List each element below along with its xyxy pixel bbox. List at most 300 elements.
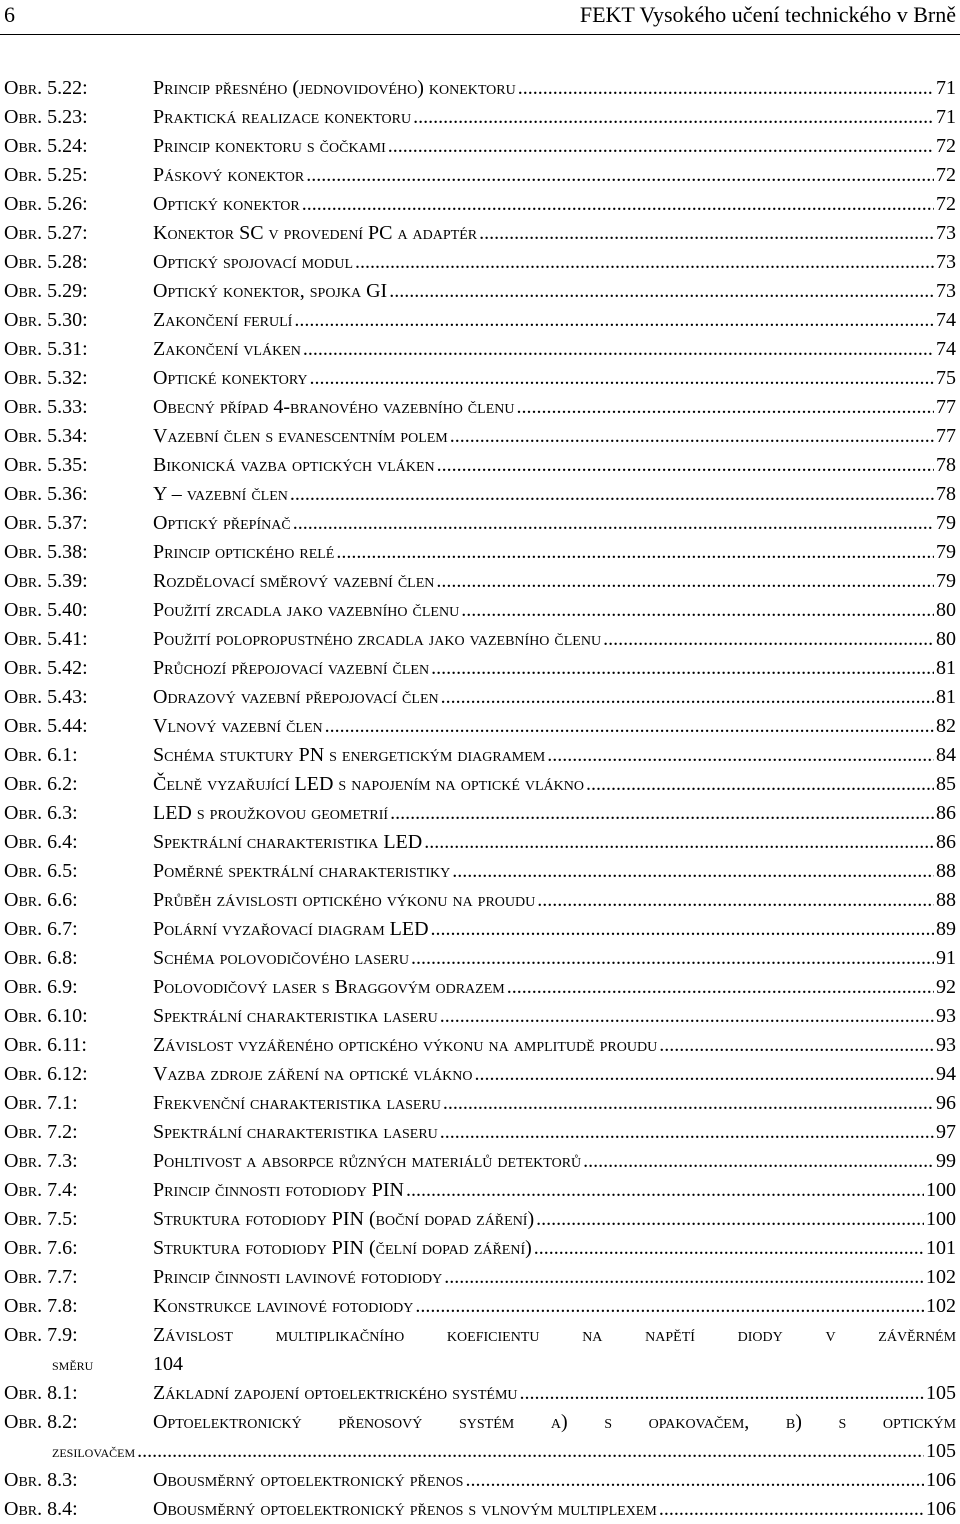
toc-entry[interactable]	[0, 248, 960, 277]
figure-caption[interactable]: Spektrální charakteristika LED	[153, 831, 423, 853]
toc-entry-line[interactable]	[153, 422, 956, 451]
caption-word: přenosový	[338, 1411, 423, 1433]
page-ref[interactable]: 71	[936, 77, 956, 99]
toc-entry-line[interactable]	[153, 799, 956, 828]
toc-entry[interactable]	[0, 1147, 960, 1176]
toc-entry[interactable]	[0, 770, 960, 799]
toc-entry[interactable]	[0, 277, 960, 306]
dot-leader	[293, 509, 934, 538]
toc-entry-line[interactable]	[153, 654, 956, 683]
figure-label: Obr. 8.1:	[4, 1382, 78, 1404]
toc-entry[interactable]	[0, 1408, 960, 1437]
figure-caption[interactable]: Optický přepínač	[153, 512, 291, 534]
figure-label: Obr. 5.23:	[4, 106, 88, 128]
figure-caption[interactable]	[153, 1408, 956, 1437]
dot-leader	[507, 973, 934, 1002]
toc-entry-line[interactable]	[153, 741, 956, 770]
toc-entry-line[interactable]	[153, 973, 956, 1002]
toc-entry[interactable]	[0, 1263, 960, 1292]
toc-entry[interactable]	[0, 219, 960, 248]
dot-leader	[424, 828, 934, 857]
page-ref[interactable]: 74	[936, 338, 956, 360]
dot-leader	[440, 1118, 934, 1147]
header-title: FEKT Vysokého učení technického v Brně	[579, 2, 956, 27]
dot-leader	[390, 799, 934, 828]
figure-caption[interactable]: Princip činnosti fotodiody PIN	[153, 1179, 404, 1201]
dot-leader	[516, 393, 934, 422]
toc-entry[interactable]	[0, 1089, 960, 1118]
page-ref[interactable]: 104	[153, 1353, 183, 1375]
figure-label: Obr. 8.4:	[4, 1498, 78, 1520]
toc-entry-line[interactable]	[52, 1437, 956, 1466]
dot-leader	[444, 1263, 924, 1292]
figure-label: Obr. 7.4:	[4, 1179, 78, 1201]
figure-caption[interactable]: Y – vazební člen	[153, 483, 288, 505]
toc-entry-line[interactable]	[153, 1002, 956, 1031]
toc-entry-line[interactable]	[153, 596, 956, 625]
toc-entry[interactable]	[0, 161, 960, 190]
figure-caption[interactable]: Vazba zdroje záření na optické vlákno	[153, 1063, 473, 1085]
page-ref[interactable]: 71	[936, 106, 956, 128]
list-of-figures	[0, 74, 960, 1524]
toc-entry[interactable]	[0, 393, 960, 422]
dot-leader	[436, 567, 934, 596]
figure-caption[interactable]: Obecný případ 4-branového vazebního členu	[153, 396, 515, 418]
figure-caption[interactable]: Frekvenční charakteristika laseru	[153, 1092, 441, 1114]
dot-leader	[336, 538, 934, 567]
dot-leader	[431, 915, 934, 944]
figure-label: Obr. 6.8:	[4, 947, 78, 969]
dot-leader	[518, 74, 934, 103]
figure-label: Obr. 6.1:	[4, 744, 78, 766]
page-ref[interactable]: 106	[926, 1469, 956, 1491]
toc-entry-line[interactable]	[153, 509, 956, 538]
toc-entry-line[interactable]	[153, 828, 956, 857]
page-ref[interactable]: 88	[936, 860, 956, 882]
figure-label: Obr. 5.42:	[4, 657, 88, 679]
figure-caption[interactable]: Vazební člen s evanescentním polem	[153, 425, 448, 447]
toc-entry-line[interactable]	[153, 335, 956, 364]
toc-entry[interactable]	[0, 422, 960, 451]
toc-entry-line[interactable]	[153, 538, 956, 567]
toc-entry-line[interactable]	[153, 1292, 956, 1321]
figure-label: Obr. 5.24:	[4, 135, 88, 157]
toc-entry[interactable]	[0, 828, 960, 857]
figure-label: Obr. 8.2:	[4, 1411, 78, 1433]
page-ref[interactable]: 89	[936, 918, 956, 940]
figure-label: Obr. 6.11:	[4, 1034, 87, 1056]
caption-word: s opakovačem,	[604, 1411, 750, 1433]
figure-caption[interactable]: Konektor SC v provedení PC a adaptér	[153, 222, 478, 244]
toc-entry[interactable]	[0, 1031, 960, 1060]
figure-label: Obr. 6.2:	[4, 773, 78, 795]
figure-label: Obr. 6.7:	[4, 918, 78, 940]
figure-label: Obr. 7.9:	[4, 1324, 78, 1346]
figure-label: Obr. 5.30:	[4, 309, 88, 331]
page-ref[interactable]: 72	[936, 193, 956, 215]
dot-leader	[388, 132, 934, 161]
figure-label: Obr. 7.2:	[4, 1121, 78, 1143]
dot-leader	[406, 1176, 924, 1205]
caption-word: multiplikačního	[275, 1324, 405, 1346]
page-ref[interactable]: 93	[936, 1005, 956, 1027]
toc-entry-line[interactable]	[153, 480, 956, 509]
toc-entry-continuation[interactable]	[0, 1350, 960, 1379]
toc-entry[interactable]	[0, 625, 960, 654]
figure-label: Obr. 5.40:	[4, 599, 88, 621]
toc-entry-line[interactable]	[153, 161, 956, 190]
toc-entry-line[interactable]	[153, 1118, 956, 1147]
figure-label: Obr. 6.5:	[4, 860, 78, 882]
toc-entry-line[interactable]	[153, 1205, 956, 1234]
dot-leader	[294, 306, 934, 335]
page-ref[interactable]: 80	[936, 628, 956, 650]
toc-entry-line[interactable]	[153, 1031, 956, 1060]
figure-label: Obr. 5.22:	[4, 77, 88, 99]
toc-entry-line[interactable]	[153, 1060, 956, 1089]
dot-leader	[303, 335, 934, 364]
toc-entry[interactable]	[0, 190, 960, 219]
dot-leader	[659, 1495, 924, 1524]
page-header	[0, 0, 960, 34]
toc-entry-line[interactable]	[153, 103, 956, 132]
toc-entry[interactable]	[0, 857, 960, 886]
figure-caption[interactable]: Schéma stuktury PN s energetickým diagramem	[153, 744, 546, 766]
figure-label: Obr. 5.36:	[4, 483, 88, 505]
page-ref[interactable]: 85	[936, 773, 956, 795]
caption-word: systém	[458, 1411, 515, 1433]
dot-leader	[534, 1234, 924, 1263]
dot-leader	[443, 1089, 934, 1118]
figure-caption[interactable]: Struktura fotodiody PIN (čelní dopad záření)	[153, 1237, 532, 1259]
toc-entry-line[interactable]	[153, 132, 956, 161]
figure-label: Obr. 5.28:	[4, 251, 88, 273]
toc-entry[interactable]	[0, 741, 960, 770]
figure-caption[interactable]: Optický spojovací modul	[153, 251, 353, 273]
dot-leader	[310, 364, 934, 393]
figure-caption[interactable]: Průchozí přepojovací vazební člen	[153, 657, 430, 679]
toc-entry[interactable]	[0, 132, 960, 161]
figure-label: Obr. 5.34:	[4, 425, 88, 447]
figure-label: Obr. 5.41:	[4, 628, 88, 650]
toc-entry[interactable]	[0, 712, 960, 741]
figure-caption[interactable]: Bikonická vazba optických vláken	[153, 454, 435, 476]
caption-word: na	[582, 1324, 603, 1346]
dot-leader	[431, 654, 934, 683]
page-ref[interactable]: 82	[936, 715, 956, 737]
toc-entry-line[interactable]	[153, 915, 956, 944]
figure-caption[interactable]	[153, 1321, 956, 1350]
figure-label: Obr. 5.26:	[4, 193, 88, 215]
toc-entry[interactable]	[0, 886, 960, 915]
toc-entry[interactable]	[0, 915, 960, 944]
dot-leader	[465, 1466, 924, 1495]
dot-leader	[437, 451, 934, 480]
toc-entry[interactable]	[0, 74, 960, 103]
toc-entry-line[interactable]	[153, 1379, 956, 1408]
page-ref[interactable]: 81	[936, 657, 956, 679]
page-ref[interactable]: 101	[926, 1237, 956, 1259]
caption-word: Optoelektronický	[153, 1411, 302, 1433]
toc-entry[interactable]	[0, 1466, 960, 1495]
dot-leader	[290, 480, 934, 509]
figure-caption[interactable]: Polární vyzařovací diagram LED	[153, 918, 429, 940]
figure-caption[interactable]: Optický konektor, spojka GI	[153, 280, 388, 302]
figure-caption[interactable]: Schéma polovodičového laseru	[153, 947, 410, 969]
page-ref[interactable]: 105	[926, 1382, 956, 1404]
page-ref[interactable]: 92	[936, 976, 956, 998]
figure-label: Obr. 7.7:	[4, 1266, 78, 1288]
figure-label: Obr. 5.27:	[4, 222, 88, 244]
page-ref[interactable]: 97	[936, 1121, 956, 1143]
header-rule	[0, 34, 960, 35]
figure-label: Obr. 7.3:	[4, 1150, 78, 1172]
dot-leader	[450, 422, 934, 451]
figure-caption[interactable]: Pohltivost a absorpce různých materiálů detektorů	[153, 1150, 582, 1172]
page-ref[interactable]: 94	[936, 1063, 956, 1085]
toc-entry-line[interactable]	[153, 1495, 956, 1524]
dot-leader	[306, 161, 934, 190]
figure-caption[interactable]: Rozdělovací směrový vazební člen	[153, 570, 435, 592]
dot-leader	[413, 103, 934, 132]
toc-entry-line[interactable]	[153, 886, 956, 915]
figure-caption[interactable]: LED s proužkovou geometrií	[153, 802, 389, 824]
toc-entry-line[interactable]	[153, 277, 956, 306]
toc-entry[interactable]	[0, 364, 960, 393]
toc-entry[interactable]	[0, 596, 960, 625]
dot-leader	[520, 1379, 924, 1408]
figure-caption[interactable]: Zakončení vláken	[153, 338, 301, 360]
toc-entry-line[interactable]	[153, 944, 956, 973]
figure-caption[interactable]: Průběh závislosti optického výkonu na proudu	[153, 889, 536, 911]
dot-leader	[355, 248, 934, 277]
caption-continuation: zesilovačem	[52, 1442, 136, 1461]
figure-label: Obr. 5.38:	[4, 541, 88, 563]
dot-leader	[659, 1031, 934, 1060]
toc-entry[interactable]	[0, 1495, 960, 1524]
toc-entry[interactable]	[0, 1321, 960, 1350]
dot-leader	[479, 219, 934, 248]
figure-caption[interactable]: Závislost vyzářeného optického výkonu na amplitudě proudu	[153, 1034, 658, 1056]
toc-entry-line[interactable]	[153, 306, 956, 335]
figure-label: Obr. 7.1:	[4, 1092, 78, 1114]
caption-word: napětí	[645, 1324, 695, 1346]
figure-label: Obr. 5.32:	[4, 367, 88, 389]
figure-caption[interactable]: Polovodičový laser s Braggovým odrazem	[153, 976, 505, 998]
page-ref[interactable]: 93	[936, 1034, 956, 1056]
page-ref[interactable]: 79	[936, 541, 956, 563]
toc-entry[interactable]	[0, 683, 960, 712]
page-ref[interactable]: 99	[936, 1150, 956, 1172]
figure-caption[interactable]: Spektrální charakteristika laseru	[153, 1121, 438, 1143]
toc-entry[interactable]	[0, 944, 960, 973]
figure-label: Obr. 5.39:	[4, 570, 88, 592]
figure-label: Obr. 8.3:	[4, 1469, 78, 1491]
toc-entry-line[interactable]	[153, 625, 956, 654]
figure-label: Obr. 5.33:	[4, 396, 88, 418]
toc-entry-line[interactable]	[153, 74, 956, 103]
dot-leader	[441, 683, 934, 712]
page-ref[interactable]: 100	[926, 1179, 956, 1201]
figure-label: Obr. 6.4:	[4, 831, 78, 853]
figure-caption[interactable]: Optické konektory	[153, 367, 308, 389]
figure-caption[interactable]: Vlnový vazební člen	[153, 715, 323, 737]
figure-caption[interactable]: Obousměrný optoelektronický přenos	[153, 1469, 464, 1491]
toc-entry-line[interactable]	[153, 1147, 956, 1176]
figure-caption[interactable]: Princip optického relé	[153, 541, 335, 563]
toc-entry-line[interactable]	[153, 857, 956, 886]
page-ref[interactable]: 78	[936, 454, 956, 476]
dot-leader	[302, 190, 934, 219]
toc-entry[interactable]	[0, 1118, 960, 1147]
figure-caption[interactable]: Základní zapojení optoelektrického systému	[153, 1382, 518, 1404]
caption-word: b)	[785, 1411, 802, 1433]
dot-leader	[440, 1002, 934, 1031]
figure-caption[interactable]: Struktura fotodiody PIN (boční dopad záření)	[153, 1208, 535, 1230]
page-ref[interactable]: 88	[936, 889, 956, 911]
figure-label: Obr. 5.29:	[4, 280, 88, 302]
toc-entry[interactable]	[0, 1205, 960, 1234]
toc-entry[interactable]	[0, 509, 960, 538]
caption-continuation: směru	[52, 1355, 94, 1374]
caption-word: Závislost	[153, 1324, 233, 1346]
toc-entry[interactable]	[0, 335, 960, 364]
figure-label: Obr. 5.44:	[4, 715, 88, 737]
toc-entry[interactable]	[0, 973, 960, 1002]
toc-entry-line[interactable]	[153, 219, 956, 248]
figure-caption[interactable]: Páskový konektor	[153, 164, 305, 186]
figure-label: Obr. 6.6:	[4, 889, 78, 911]
page-ref[interactable]: 77	[936, 425, 956, 447]
page-ref[interactable]: 102	[926, 1295, 956, 1317]
dot-leader	[537, 886, 934, 915]
dot-leader	[536, 1205, 924, 1234]
figure-caption[interactable]: Praktická realizace konektoru	[153, 106, 412, 128]
figure-label: Obr. 5.43:	[4, 686, 88, 708]
page-ref[interactable]: 80	[936, 599, 956, 621]
dot-leader	[389, 277, 934, 306]
caption-word: koeficientu	[446, 1324, 540, 1346]
toc-entry-line[interactable]	[153, 1466, 956, 1495]
toc-entry-line[interactable]	[153, 1089, 956, 1118]
toc-entry-line[interactable]	[153, 712, 956, 741]
toc-entry-line[interactable]	[153, 364, 956, 393]
page-ref[interactable]: 86	[936, 831, 956, 853]
figure-caption[interactable]: Poměrné spektrální charakteristiky	[153, 860, 451, 882]
dot-leader	[603, 625, 934, 654]
page-ref[interactable]: 84	[936, 744, 956, 766]
toc-entry-line[interactable]	[153, 1263, 956, 1292]
page-ref[interactable]: 81	[936, 686, 956, 708]
figure-caption[interactable]: Použití polopropustného zrcadla jako vazebního členu	[153, 628, 602, 650]
figure-caption[interactable]: Princip činnosti lavinové fotodiody	[153, 1266, 443, 1288]
page-ref[interactable]: 72	[936, 164, 956, 186]
figure-caption[interactable]: Spektrální charakteristika laseru	[153, 1005, 438, 1027]
toc-entry[interactable]	[0, 1176, 960, 1205]
figure-caption[interactable]: Obousměrný optoelektronický přenos s vlnovým multiplexem	[153, 1498, 657, 1520]
toc-entry[interactable]	[0, 1234, 960, 1263]
toc-entry[interactable]	[0, 538, 960, 567]
caption-word: a)	[550, 1411, 568, 1433]
figure-caption[interactable]: Zakončení ferulí	[153, 309, 293, 331]
toc-entry-line[interactable]	[153, 393, 956, 422]
toc-entry[interactable]	[0, 567, 960, 596]
toc-entry[interactable]	[0, 1060, 960, 1089]
dot-leader	[547, 741, 934, 770]
figure-label: Obr. 6.10:	[4, 1005, 88, 1027]
dot-leader	[583, 1147, 934, 1176]
toc-entry[interactable]	[0, 480, 960, 509]
page-number: 6	[4, 2, 15, 27]
dot-leader	[415, 1292, 924, 1321]
figure-caption[interactable]: Princip konektoru s čočkami	[153, 135, 386, 157]
toc-entry-line[interactable]	[153, 683, 956, 712]
toc-entry-continuation[interactable]	[0, 1437, 960, 1466]
figure-label: Obr. 7.6:	[4, 1237, 78, 1259]
page-ref[interactable]: 79	[936, 570, 956, 592]
toc-entry-line[interactable]	[153, 1176, 956, 1205]
figure-caption[interactable]: Optický konektor	[153, 193, 300, 215]
toc-entry[interactable]	[0, 1292, 960, 1321]
page-ref[interactable]: 74	[936, 309, 956, 331]
page-ref[interactable]: 91	[936, 947, 956, 969]
figure-label: Obr. 6.3:	[4, 802, 78, 824]
page-ref[interactable]: 72	[936, 135, 956, 157]
page-ref[interactable]: 78	[936, 483, 956, 505]
figure-label: Obr. 7.5:	[4, 1208, 78, 1230]
figure-label: Obr. 5.31:	[4, 338, 88, 360]
figure-caption[interactable]: Konstrukce lavinové fotodiody	[153, 1295, 414, 1317]
figure-label: Obr. 6.9:	[4, 976, 78, 998]
toc-entry[interactable]	[0, 103, 960, 132]
toc-entry[interactable]	[0, 1002, 960, 1031]
dot-leader	[461, 596, 934, 625]
page-ref[interactable]: 73	[936, 251, 956, 273]
figure-label: Obr. 5.35:	[4, 454, 88, 476]
page-ref[interactable]: 105	[926, 1440, 956, 1462]
toc-entry[interactable]	[0, 451, 960, 480]
toc-entry-line[interactable]	[153, 190, 956, 219]
toc-entry[interactable]	[0, 306, 960, 335]
page-ref[interactable]: 77	[936, 396, 956, 418]
dot-leader	[411, 944, 934, 973]
page-ref[interactable]: 79	[936, 512, 956, 534]
page-ref[interactable]: 96	[936, 1092, 956, 1114]
caption-word: s optickým	[838, 1411, 957, 1433]
toc-entry-line[interactable]	[153, 567, 956, 596]
page-ref[interactable]: 73	[936, 222, 956, 244]
figure-caption[interactable]: Použití zrcadla jako vazebního členu	[153, 599, 460, 621]
toc-entry-line[interactable]	[153, 1234, 956, 1263]
figure-caption[interactable]: Princip přesného (jednovidového) konektoru	[153, 77, 516, 99]
page-ref[interactable]: 75	[936, 367, 956, 389]
page-ref[interactable]: 86	[936, 802, 956, 824]
toc-entry[interactable]	[0, 654, 960, 683]
toc-entry[interactable]	[0, 1379, 960, 1408]
page-ref[interactable]: 106	[926, 1498, 956, 1520]
toc-entry-line[interactable]	[153, 248, 956, 277]
figure-caption[interactable]: Odrazový vazební přepojovací člen	[153, 686, 439, 708]
page-ref[interactable]: 100	[926, 1208, 956, 1230]
page-ref[interactable]: 73	[936, 280, 956, 302]
page-ref[interactable]: 102	[926, 1266, 956, 1288]
toc-entry[interactable]	[0, 799, 960, 828]
figure-label: Obr. 5.25:	[4, 164, 88, 186]
toc-entry-line[interactable]	[153, 770, 956, 799]
toc-entry-line[interactable]	[153, 451, 956, 480]
figure-caption[interactable]: Čelně vyzařující LED s napojením na optické vlákno	[153, 773, 584, 795]
figure-label: Obr. 6.12:	[4, 1063, 88, 1085]
